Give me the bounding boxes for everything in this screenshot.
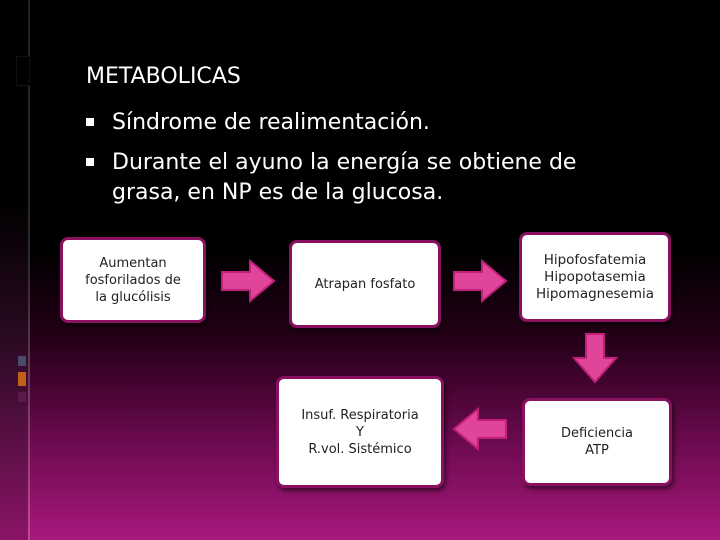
flow-box-atrapan (289, 240, 441, 328)
decor-mini-block (18, 372, 26, 386)
flow-box-insuf (276, 376, 444, 488)
flow-box-label: Insuf. Respiratoria Y R.vol. Sistémico (301, 407, 419, 457)
bullet-item (86, 108, 586, 138)
flow-box-deficiencia (522, 398, 672, 486)
decor-mini-block (18, 392, 26, 402)
decor-square (16, 56, 30, 86)
flow-box-label: Hipofosfatemia Hipopotasemia Hipomagnesemia (535, 251, 655, 302)
decor-mini-block (18, 356, 26, 366)
left-arrow-icon (452, 406, 508, 452)
flow-box-label: Aumentan fosforilados de la glucólisis (85, 255, 181, 305)
down-arrow-icon (572, 332, 618, 384)
square-bullet-icon (86, 158, 94, 166)
bullet-item (86, 148, 646, 212)
slide-title: METABOLICAS (86, 64, 241, 89)
bullet-text: Durante el ayuno la energía se obtiene de grasa, en NP es de la glucosa. (112, 150, 577, 205)
flow-box-aumentan (60, 237, 206, 323)
flow-box-label: Deficiencia ATP (561, 426, 633, 458)
bullet-text: Síndrome de realimentación. (112, 110, 430, 135)
flow-box-hipo (519, 232, 671, 322)
flow-box-label: Atrapan fosfato (314, 276, 416, 292)
right-arrow-icon (452, 258, 508, 304)
square-bullet-icon (86, 118, 94, 126)
right-arrow-icon (220, 258, 276, 304)
